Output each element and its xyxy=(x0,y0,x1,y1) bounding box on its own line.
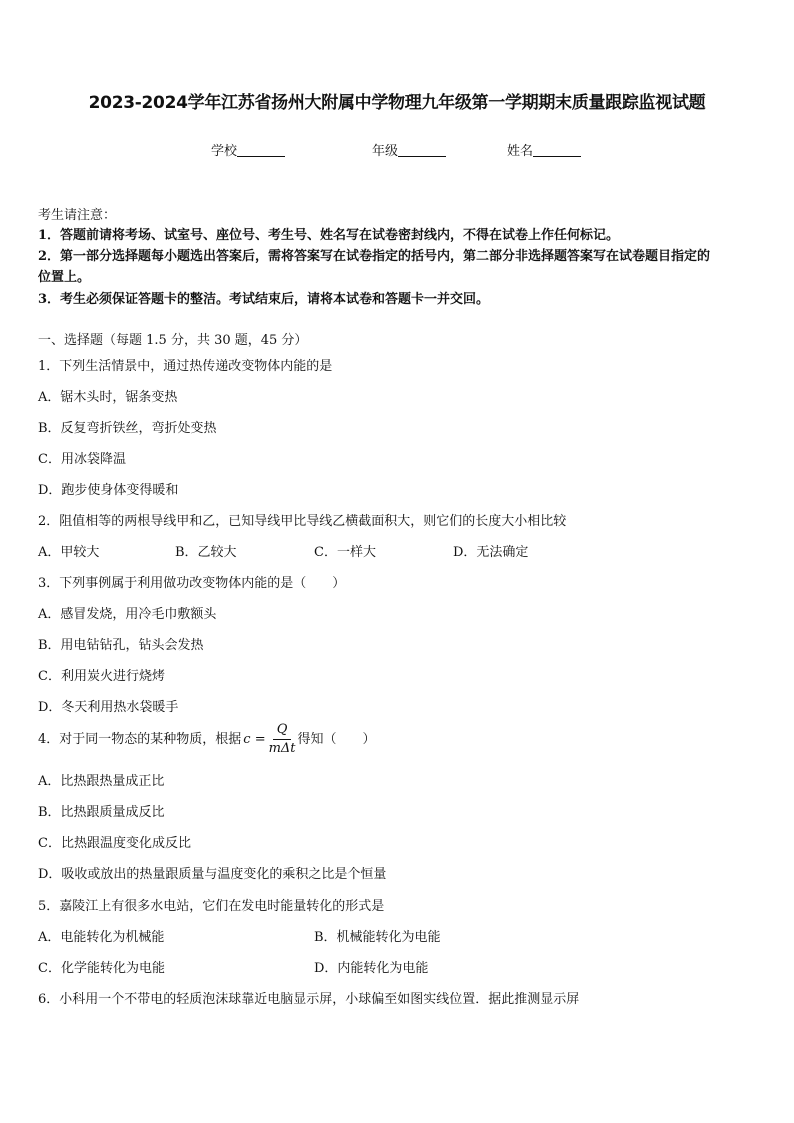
question-5-option-b: B．机械能转化为电能 xyxy=(314,930,441,945)
question-4-option-a: A．比热跟热量成正比 xyxy=(38,774,165,789)
question-5-stem: 5．嘉陵江上有很多水电站，它们在发电时能量转化的形式是 xyxy=(38,899,385,914)
question-2-option-a: A．甲较大 xyxy=(38,545,100,560)
formula-numerator: Q xyxy=(273,722,292,740)
formula-denominator: mΔt xyxy=(268,741,296,756)
name-label: 姓名 xyxy=(507,144,534,159)
question-4-option-c: C．比热跟温度变化成反比 xyxy=(38,836,191,851)
question-4-stem xyxy=(38,722,376,757)
formula-fraction xyxy=(269,722,296,757)
question-5-option-d: D．内能转化为电能 xyxy=(314,961,429,976)
question-1-option-b: B．反复弯折铁丝，弯折处变热 xyxy=(38,421,217,436)
school-field xyxy=(211,140,285,159)
question-3-option-d: D．冬天利用热水袋暖手 xyxy=(38,700,179,715)
specific-heat-formula xyxy=(243,722,295,757)
question-1-stem: 1．下列生活情景中，通过热传递改变物体内能的是 xyxy=(38,359,333,374)
question-4-stem-before: 4．对于同一物态的某种物质，根据 xyxy=(38,732,242,747)
notice-item: 1．答题前请将考场、试室号、座位号、考生号、姓名写在试卷密封线内，不得在试卷上作任何标记。 xyxy=(38,228,620,243)
question-1-option-c: C．用冰袋降温 xyxy=(38,452,126,467)
question-5-option-c: C．化学能转化为电能 xyxy=(38,961,165,976)
question-3-option-a: A．感冒发烧，用冷毛巾敷额头 xyxy=(38,607,217,622)
question-2-stem: 2．阻值相等的两根导线甲和乙，已知导线甲比导线乙横截面积大，则它们的长度大小相比较 xyxy=(38,514,567,529)
question-1-option-d: D．跑步使身体变得暖和 xyxy=(38,483,179,498)
question-2-option-b: B．乙较大 xyxy=(175,545,237,560)
grade-field xyxy=(372,140,446,159)
question-3-option-b: B．用电钻钻孔，钻头会发热 xyxy=(38,638,204,653)
question-5-option-a: A．电能转化为机械能 xyxy=(38,930,165,945)
name-field xyxy=(507,140,581,159)
grade-label: 年级 xyxy=(372,144,399,159)
notice-item: 2．第一部分选择题每小题选出答案后，需将答案写在试卷指定的括号内，第二部分非选择题答案写在试卷题目指定的 xyxy=(38,249,711,264)
exam-title: 2023-2024学年江苏省扬州大附属中学物理九年级第一学期期末质量跟踪监视试题 xyxy=(88,93,706,113)
question-4-option-b: B．比热跟质量成反比 xyxy=(38,805,165,820)
question-6-stem: 6．小科用一个不带电的轻质泡沫球靠近电脑显示屏，小球偏至如图实线位置．据此推测显示屏 xyxy=(38,992,580,1007)
grade-blank xyxy=(398,142,446,157)
question-2-option-d: D．无法确定 xyxy=(453,545,529,560)
school-label: 学校 xyxy=(211,144,238,159)
question-1-option-a: A．锯木头时，锯条变热 xyxy=(38,390,178,405)
section-heading: 一、选择题（每题 1.5 分，共 30 题，45 分） xyxy=(38,333,308,348)
name-blank xyxy=(533,142,581,157)
notice-item: 3．考生必须保证答题卡的整洁。考试结束后，请将本试卷和答题卡一并交回。 xyxy=(38,292,490,307)
question-4-stem-after: 得知（ ） xyxy=(297,732,376,747)
question-3-option-c: C．利用炭火进行烧烤 xyxy=(38,669,165,684)
question-3-stem: 3．下列事例属于利用做功改变物体内能的是（ ） xyxy=(38,576,346,591)
question-4-option-d: D．吸收或放出的热量跟质量与温度变化的乘积之比是个恒量 xyxy=(38,867,387,882)
school-blank xyxy=(237,142,285,157)
formula-lhs: c = xyxy=(243,732,266,747)
notice-item: 位置上。 xyxy=(38,270,91,285)
notice-heading: 考生请注意： xyxy=(38,208,117,223)
question-2-option-c: C．一样大 xyxy=(314,545,376,560)
